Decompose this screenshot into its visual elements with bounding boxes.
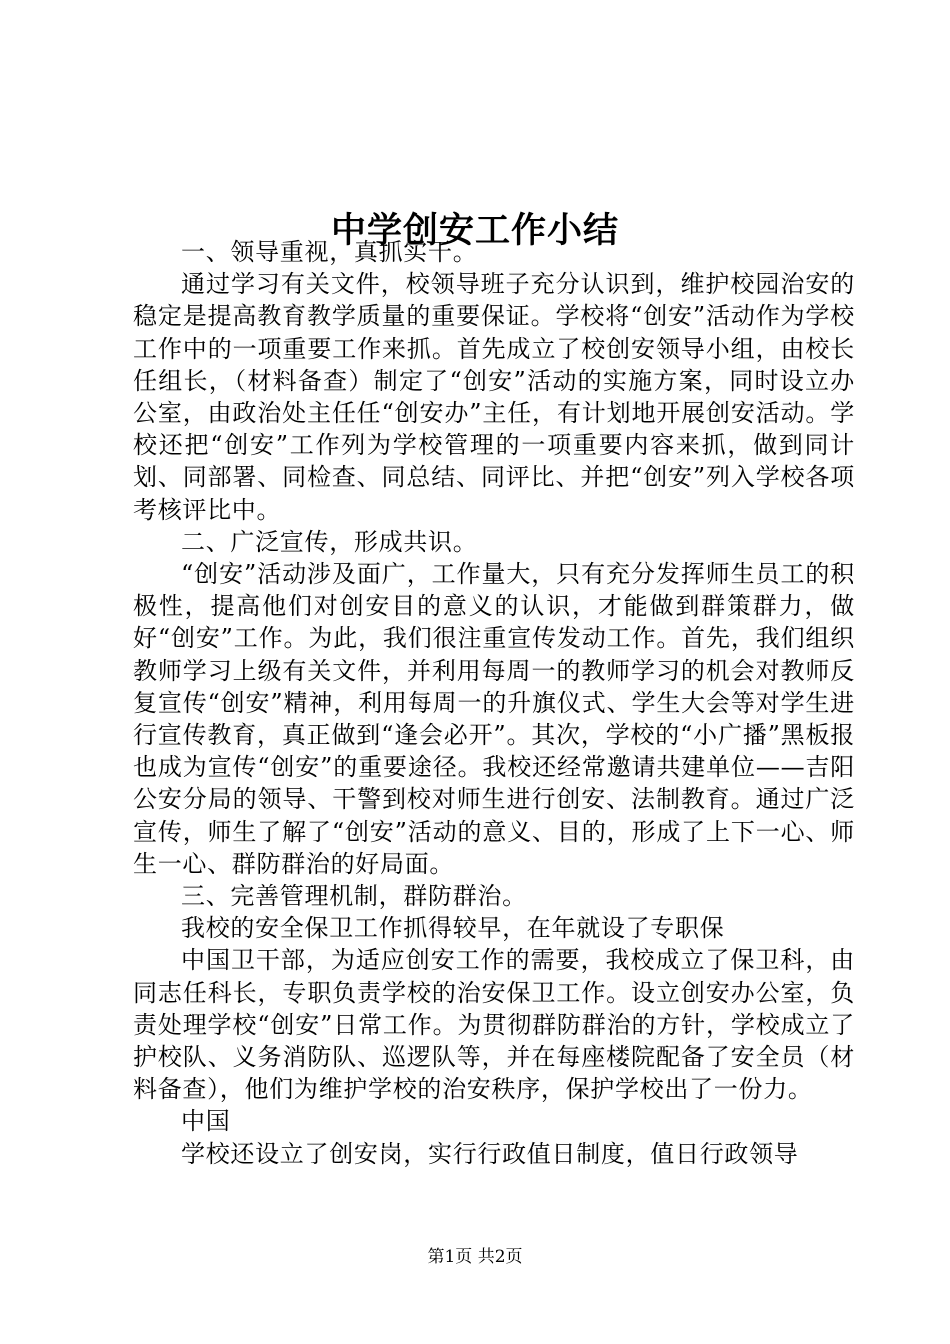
section-heading-1: 一、领导重视，真抓实干。 bbox=[181, 238, 478, 266]
paragraph-5: 中国 bbox=[181, 1107, 231, 1136]
document-title: 中学创安工作小结 bbox=[330, 210, 619, 252]
page-footer: 第1页 共2页 bbox=[427, 1247, 523, 1267]
paragraph-2: “创安”活动涉及面广，工作量大，只有充分发挥师生员工的积极性，提高他们对创安目的意义的认识，才能做到群策群力，做好“创安”工作。为此，我们很注重宣传发动工作。首先，我们组织教师学习上级有关文件，并利用每周一的教师学习的机会对教师反复宣传“创安”精神，利用每周一的升旗仪式、学生大会等对学生进行宣传教育，真正做到“逢会必开”。其次，学校的“小广播”黑板报也成为宣传“创安”的重要途径。我校还经常邀请共建单位——吉阳公安分局的领导、干警到校对师生进行创安、法制教育。通过广泛宣传，师生了解了“创安”活动的意义、目的，形成了上下一心、师生一心、群防群治的好局面。 bbox=[133, 560, 855, 878]
paragraph-1: 通过学习有关文件，校领导班子充分认识到，维护校园治安的稳定是提高教育教学质量的重要保证。学校将“创安”活动作为学校工作中的一项重要工作来抓。首先成立了校创安领导小组，由校长任组长，（材料备查）制定了“创安”活动的实施方案，同时设立办公室，由政治处主任任“创安办”主任，有计划地开展创安活动。学校还把“创安”工作列为学校管理的一项重要内容来抓，做到同计划、同部署、同检查、同总结、同评比、并把“创安”列入学校各项考核评比中。 bbox=[133, 270, 855, 524]
paragraph-3: 我校的安全保卫工作抓得较早，在年就设了专职保 bbox=[181, 914, 725, 943]
paragraph-6: 学校还设立了创安岗，实行行政值日制度，值日行政领导 bbox=[181, 1139, 799, 1168]
document-body bbox=[133, 236, 855, 1170]
paragraph-4: 中国卫干部，为适应创安工作的需要，我校成立了保卫科，由同志任科长，专职负责学校的治安保卫工作。设立创安办公室，负责处理学校“创安”日常工作。为贯彻群防群治的方针，学校成立了护校队、义务消防队、巡逻队等，并在每座楼院配备了安全员（材料备查），他们为维护学校的治安秩序，保护学校出了一份力。 bbox=[133, 946, 855, 1104]
section-heading-2: 二、广泛宣传，形成共识。 bbox=[181, 527, 478, 556]
section-heading-3: 三、完善管理机制，群防群治。 bbox=[181, 882, 527, 911]
